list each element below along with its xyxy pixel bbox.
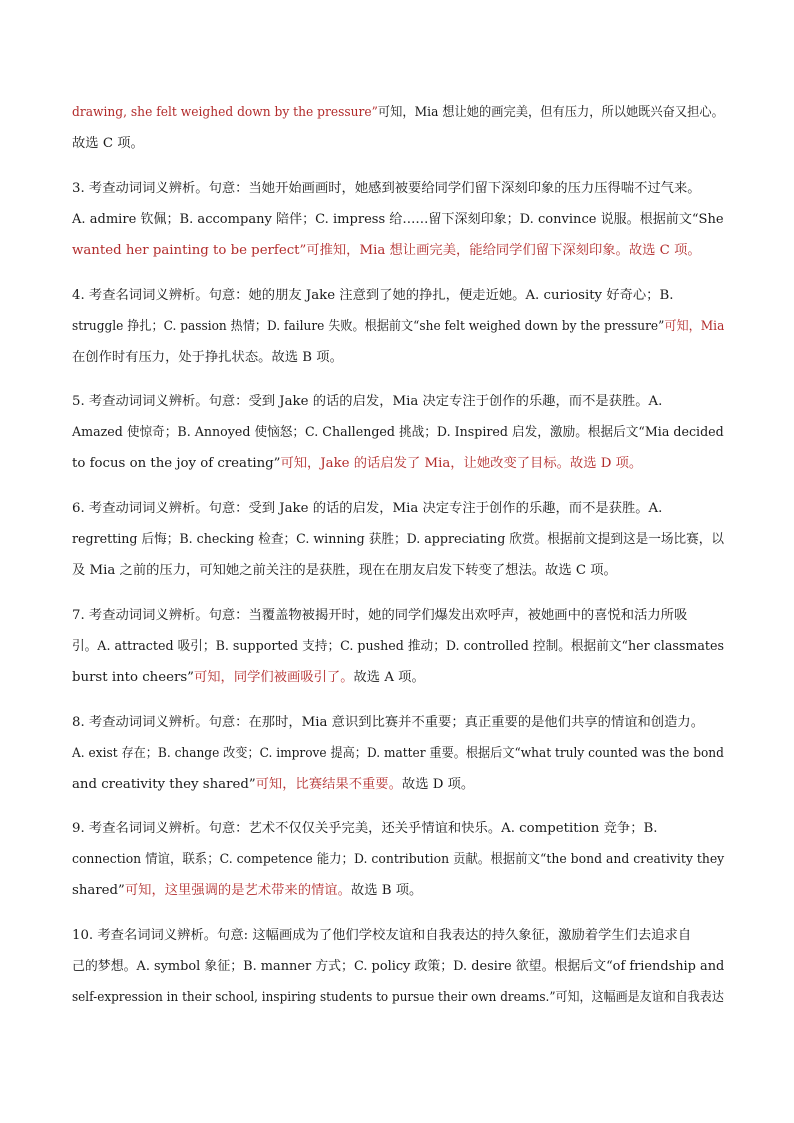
- body-text: A. admire 钦佩；B. accompany 陪伴；C. impress 给……留下深刻印象；D. convince 说服。根据前文“She: [72, 212, 724, 227]
- text-line: [72, 97, 724, 128]
- body-text: 己的梦想。A. symbol 象征；B. manner 方式；C. policy 政策；D. desire 欲望。根据后文“of friendship and: [72, 959, 725, 974]
- paragraph-q4: [72, 280, 724, 373]
- text-line: [72, 738, 724, 769]
- paragraph-q3: [72, 173, 724, 266]
- body-text: and creativity they shared”: [72, 777, 256, 792]
- highlighted-text: 可知，Mia: [664, 319, 725, 334]
- highlighted-text: drawing, she felt weighed down by the pressure”: [72, 105, 378, 120]
- body-text: 可知，Mia 想让她的画完美，但有压力，所以她既兴奋又担心。: [377, 105, 724, 120]
- text-line: [72, 769, 724, 800]
- text-line: [72, 235, 724, 266]
- body-text: 6. 考查动词词义辨析。句意：受到 Jake 的话的启发，Mia 决定专注于创作的乐趣，而不是获胜。A.: [72, 501, 663, 516]
- text-line: [72, 386, 724, 417]
- paragraph-q9: [72, 813, 724, 906]
- text-line: [72, 555, 724, 586]
- body-text: 故选 B 项。: [350, 883, 423, 898]
- paragraph-continuation: [72, 97, 724, 159]
- body-text: burst into cheers”: [72, 670, 194, 685]
- body-text: 故选 A 项。: [353, 670, 425, 685]
- body-text: 在创作时有压力，处于挣扎状态。故选 B 项。: [72, 350, 343, 365]
- body-text: 5. 考查动词词义辨析。句意：受到 Jake 的话的启发，Mia 决定专注于创作的乐趣，而不是获胜。A.: [72, 394, 663, 409]
- highlighted-text: wanted her painting to be perfect”可推知，Mia 想让画完美，能给同学们留下深刻印象。故选 C 项。: [72, 243, 701, 258]
- paragraph-q8: [72, 707, 724, 800]
- body-text: 引。A. attracted 吸引；B. supported 支持；C. pushed 推动；D. controlled 控制。根据前文“her classmates: [72, 639, 724, 654]
- text-line: [72, 448, 724, 479]
- text-line: [72, 311, 725, 342]
- text-line: [72, 920, 724, 951]
- body-text: 及 Mia 之前的压力，可知她之前关注的是获胜，现在在朋友启发下转变了想法。故选 C 项。: [72, 563, 617, 578]
- highlighted-text: 可知，比赛结果不重要。: [255, 777, 402, 792]
- body-text: 4. 考查名词词义辨析。句意：她的朋友 Jake 注意到了她的挣扎，便走近她。A. curiosity 好奇心；B.: [72, 288, 674, 303]
- paragraph-q5: [72, 386, 724, 479]
- body-text: Amazed 使惊奇；B. Annoyed 使恼怒；C. Challenged 挑战；D. Inspired 启发，激励。根据后文“Mia decided: [72, 425, 724, 440]
- text-line: [72, 631, 724, 662]
- text-line: [72, 951, 725, 982]
- body-text: shared”: [72, 883, 125, 898]
- body-text: 8. 考查动词词义辨析。句意：在那时，Mia 意识到比赛并不重要；真正重要的是他们共享的情谊和创造力。: [72, 715, 704, 730]
- text-line: [72, 128, 724, 159]
- paragraph-q10: [72, 920, 724, 1013]
- body-text: connection 情谊，联系；C. competence 能力；D. contribution 贡献。根据前文“the bond and creativity they: [72, 852, 725, 867]
- text-line: [72, 417, 724, 448]
- body-text: 故选 C 项。: [72, 136, 144, 151]
- text-line: [72, 600, 724, 631]
- text-line: [72, 662, 724, 693]
- text-line: [72, 524, 724, 555]
- text-line: [72, 844, 725, 875]
- body-text: to focus on the joy of creating”: [72, 456, 281, 471]
- body-text: 7. 考查动词词义辨析。句意：当覆盖物被揭开时，她的同学们爆发出欢呼声，被她画中的喜悦和活力所吸: [72, 608, 688, 623]
- text-line: [72, 707, 724, 738]
- body-text: 3. 考查动词词义辨析。句意：当她开始画画时，她感到被要给同学们留下深刻印象的压力压得喘不过气来。: [72, 181, 701, 196]
- text-line: [72, 342, 724, 373]
- highlighted-text: 可知，同学们被画吸引了。: [193, 670, 354, 685]
- text-line: [72, 813, 724, 844]
- highlighted-text: 可知，这里强调的是艺术带来的情谊。: [124, 883, 351, 898]
- text-line: [72, 875, 724, 906]
- text-line: [72, 204, 724, 235]
- text-line: [72, 982, 724, 1013]
- text-line: [72, 173, 724, 204]
- paragraph-q6: [72, 493, 724, 586]
- highlighted-text: 可知，Jake 的话启发了 Mia，让她改变了目标。故选 D 项。: [280, 456, 643, 471]
- text-line: [72, 280, 724, 311]
- body-text: struggle 挣扎；C. passion 热情；D. failure 失败。根据前文“she felt weighed down by the pressure”: [72, 319, 665, 334]
- text-line: [72, 493, 724, 524]
- body-text: A. exist 存在；B. change 改变；C. improve 提高；D. matter 重要。根据后文“what truly counted was the bond: [72, 746, 724, 761]
- body-text: regretting 后悔；B. checking 检查；C. winning 获胜；D. appreciating 欣赏。根据前文提到这是一场比赛，以: [72, 532, 724, 547]
- body-text: 10. 考查名词词义辨析。句意: 这幅画成为了他们学校友谊和自我表达的持久象征，激励着学生们去追求自: [72, 928, 692, 943]
- body-text: self-expression in their school, inspiring students to pursue their own dreams.”可知，这幅画是友谊和自我表达: [72, 990, 724, 1005]
- body-text: 9. 考查名词词义辨析。句意：艺术不仅仅关乎完美，还关乎情谊和快乐。A. competition 竞争；B.: [72, 821, 658, 836]
- body-text: 故选 D 项。: [401, 777, 475, 792]
- paragraph-q7: [72, 600, 724, 693]
